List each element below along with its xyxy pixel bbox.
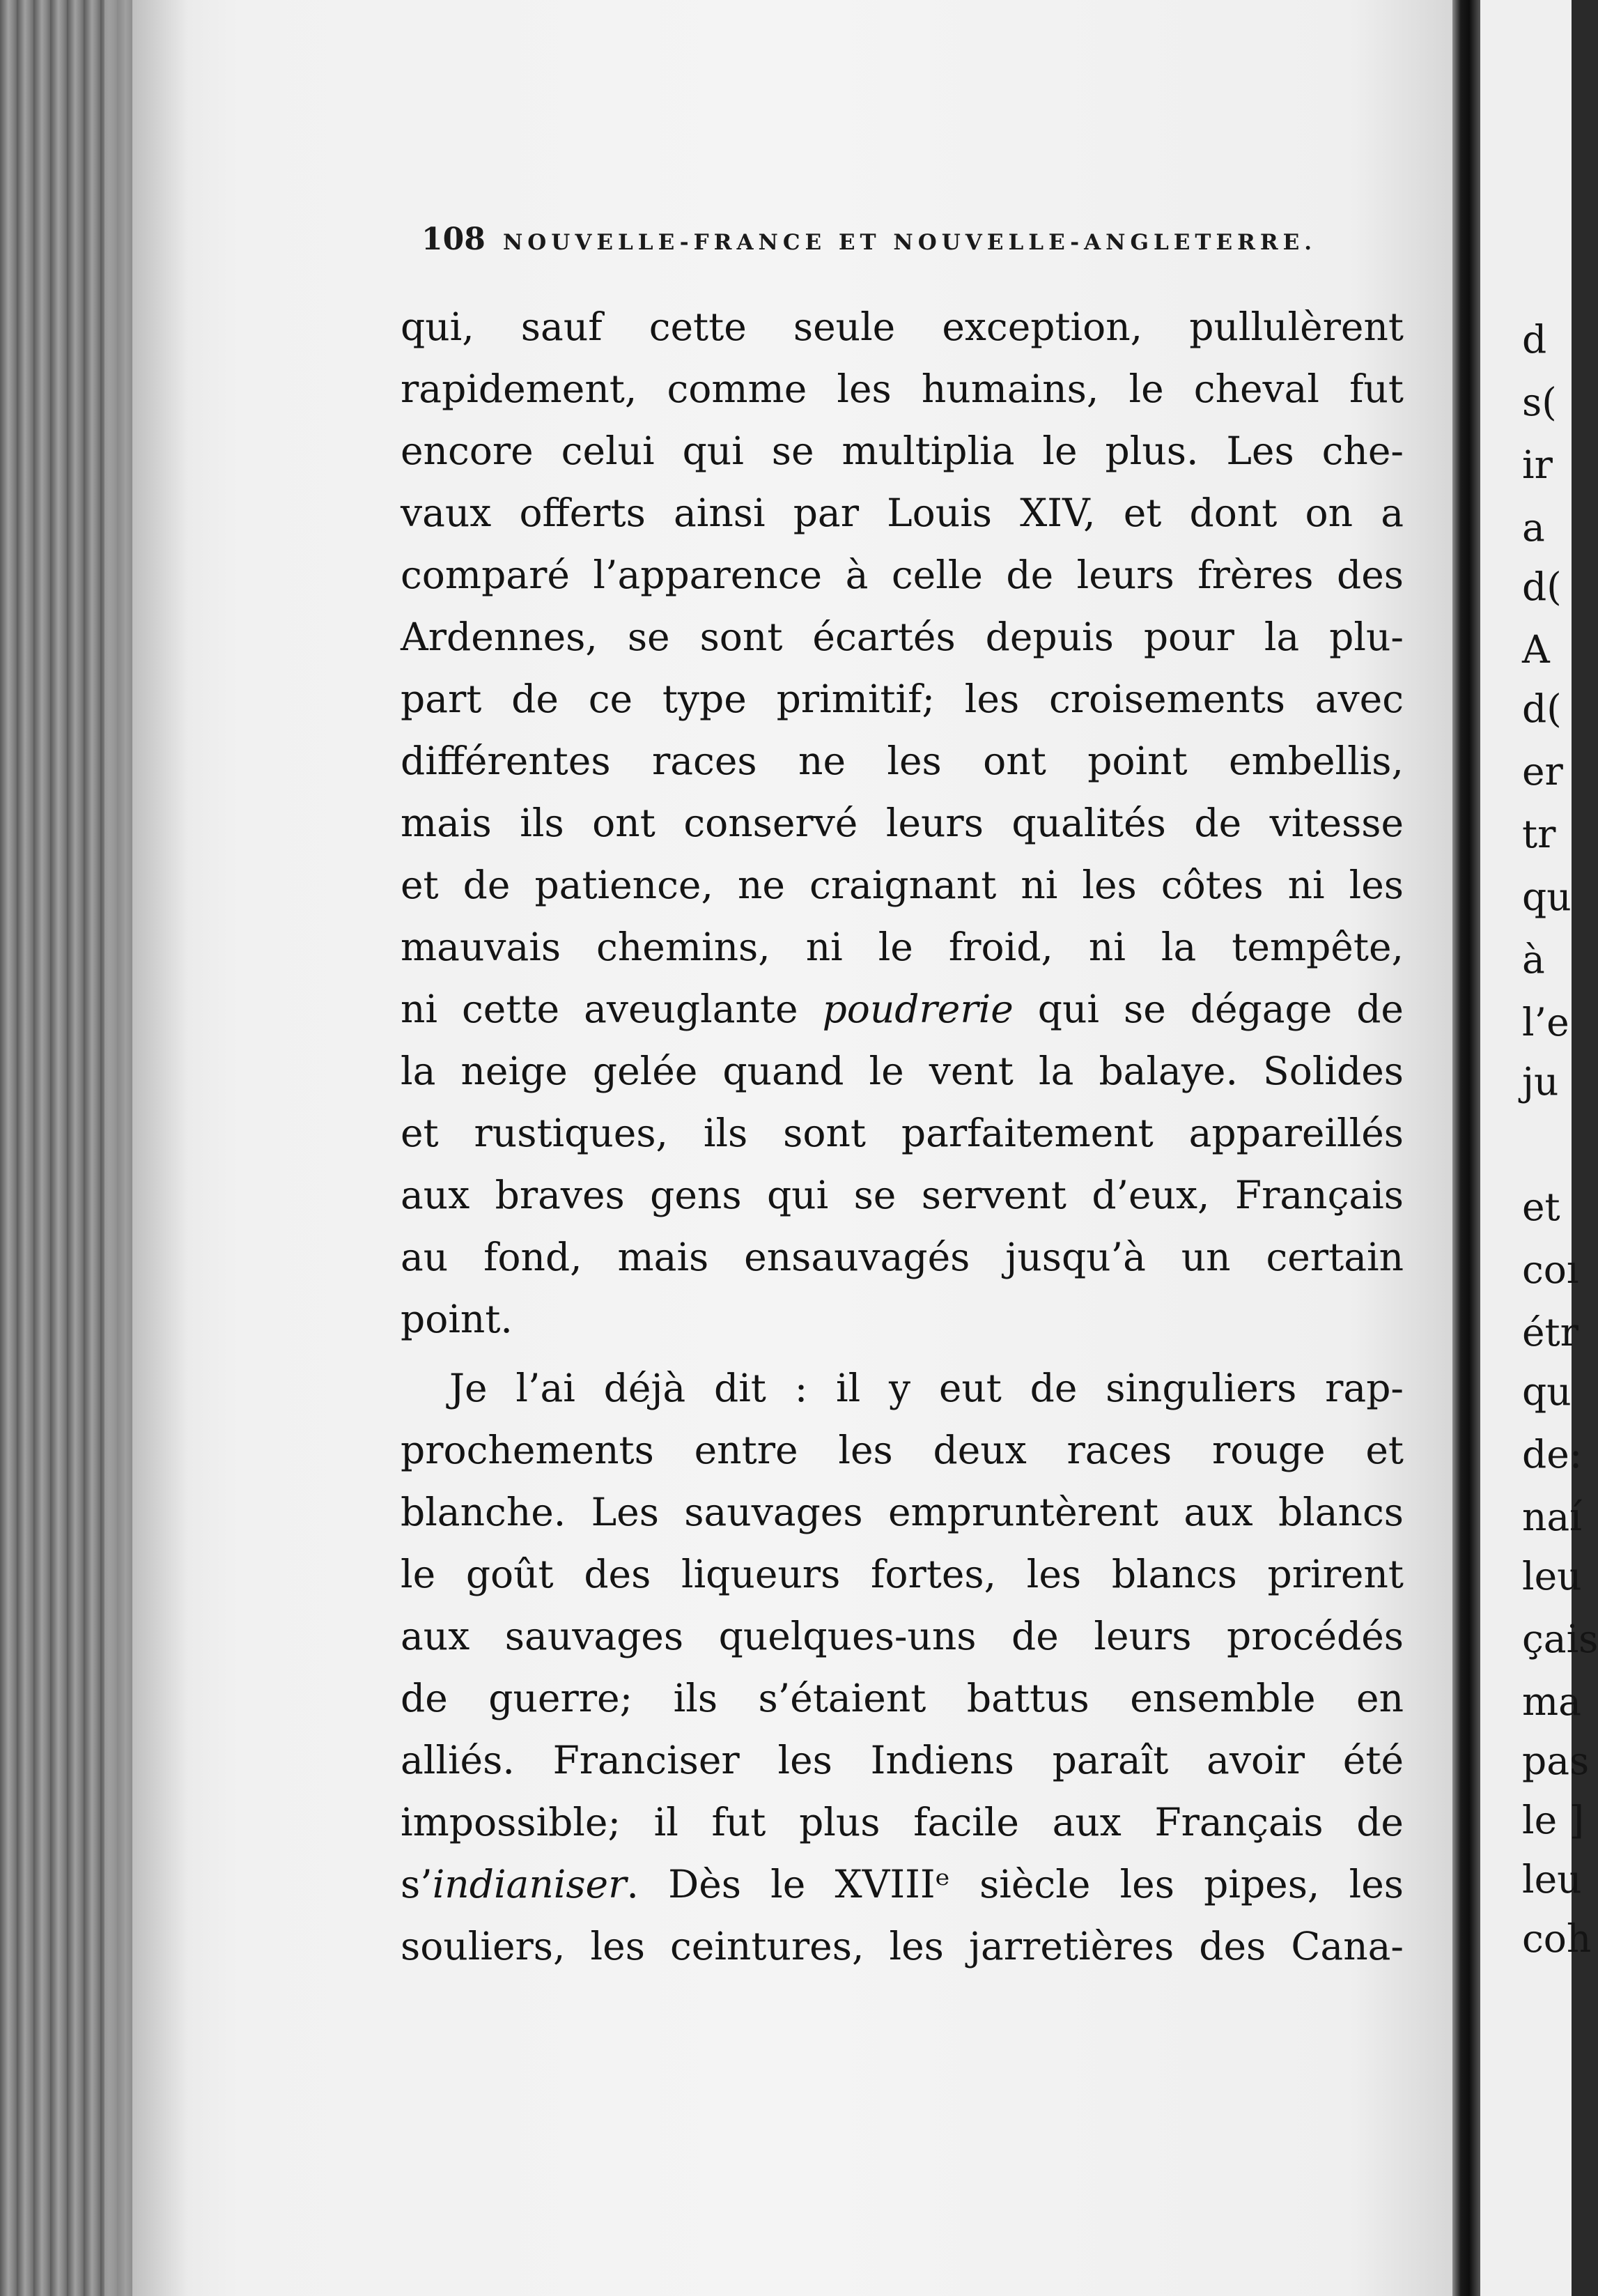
facing-page-fragment: a: [1522, 505, 1545, 550]
text-line: mais ils ont conservé leurs qualités de vitesse: [401, 801, 1404, 845]
facing-page-fragment: ju: [1522, 1059, 1559, 1104]
text-line: comparé l’apparence à celle de leurs frères des: [401, 553, 1404, 597]
facing-page-fragment: naí: [1522, 1495, 1582, 1539]
text-line: [401, 978, 1404, 1040]
text-line: point.: [401, 1297, 513, 1341]
gutter-shadow: [104, 0, 188, 2296]
italic-term: indianiser: [432, 1862, 627, 1906]
text-line: blanche. Les sauvages empruntèrent aux blancs: [401, 1490, 1404, 1534]
text-line: part de ce type primitif; les croisements avec: [401, 677, 1404, 721]
paragraph-2: [401, 1357, 1404, 1978]
facing-page-fragment: ir: [1522, 442, 1553, 487]
facing-page-fragment: qu: [1522, 1369, 1572, 1414]
text-line: souliers, les ceintures, les jarretières des Cana-: [401, 1924, 1404, 1968]
text-line: mauvais chemins, ni le froid, ni la tempête,: [401, 925, 1404, 969]
facing-page-fragment: étr: [1522, 1310, 1578, 1355]
text-line: la neige gelée quand le vent la balaye. Solides: [401, 1049, 1404, 1093]
facing-page-fragment: A: [1522, 627, 1550, 672]
text-line: [401, 1854, 1404, 1916]
facing-page-fragment: çais: [1522, 1617, 1598, 1661]
facing-page-fragment: d(: [1522, 564, 1562, 609]
text-line: alliés. Franciser les Indiens paraît avoir été: [401, 1738, 1404, 1782]
facing-page-fragment: tr: [1522, 812, 1556, 856]
facing-page-fragment: coh: [1522, 1916, 1592, 1961]
text-line: aux braves gens qui se servent d’eux, Français: [401, 1173, 1404, 1217]
text-line: encore celui qui se multiplia le plus. Les che-: [401, 429, 1404, 473]
body-text: [401, 296, 1404, 1978]
paragraph-1: [401, 296, 1404, 1350]
facing-page-fragment: et: [1522, 1185, 1560, 1229]
facing-page-fragment: à: [1522, 937, 1545, 982]
facing-page: [1480, 0, 1598, 2296]
text-line: et de patience, ne craignant ni les côtes ni les: [401, 863, 1404, 907]
facing-page-fragment: l’e: [1522, 1000, 1569, 1045]
text-span: . Dès le XVIIIᵉ siècle les pipes, les: [626, 1862, 1404, 1906]
text-line: le goût des liqueurs fortes, les blancs prirent: [401, 1552, 1404, 1596]
facing-page-fragment: d: [1522, 317, 1547, 362]
italic-term: poudrerie: [822, 987, 1014, 1031]
facing-page-fragment: leu: [1522, 1857, 1582, 1902]
text-span: s’: [401, 1862, 433, 1906]
text-line: impossible; il fut plus facile aux Français de: [401, 1800, 1404, 1844]
facing-page-fragment: er: [1522, 749, 1563, 794]
facing-page-fragment: de:: [1522, 1432, 1583, 1477]
page-number: 108: [421, 222, 486, 257]
text-line: qui, sauf cette seule exception, pullulèrent: [401, 305, 1404, 349]
facing-page-fragment: coı: [1522, 1247, 1579, 1292]
text-line: Je l’ai déjà dit : il y eut de singuliers rap-: [449, 1366, 1404, 1410]
facing-page-fragment: qu: [1522, 875, 1572, 919]
book-spine: [1452, 0, 1480, 2296]
text-line: différentes races ne les ont point embellis,: [401, 739, 1404, 783]
running-head: NOUVELLE-FRANCE ET NOUVELLE-ANGLETERRE.: [502, 230, 1317, 255]
facing-page-fragment: ma: [1522, 1679, 1581, 1724]
text-line: de guerre; ils s’étaient battus ensemble en: [401, 1676, 1404, 1720]
text-line: aux sauvages quelques-uns de leurs procédés: [401, 1614, 1404, 1658]
page-header: [421, 222, 1425, 257]
facing-page-fragment: le ]: [1522, 1798, 1585, 1842]
text-line: prochements entre les deux races rouge et: [401, 1428, 1404, 1472]
text-line: Ardennes, se sont écartés depuis pour la plu-: [401, 615, 1404, 659]
facing-page-fragment: leu: [1522, 1554, 1582, 1598]
text-span: ni cette aveuglante: [401, 987, 798, 1031]
facing-page-fragment: pas: [1522, 1739, 1590, 1783]
text-span: qui se dégage de: [1037, 987, 1404, 1031]
facing-page-fragment: s(: [1522, 380, 1557, 424]
facing-page-fragment: d(: [1522, 686, 1562, 731]
text-line: au fond, mais ensauvagés jusqu’à un certain: [401, 1235, 1404, 1279]
text-line: et rustiques, ils sont parfaitement appareillés: [401, 1111, 1404, 1155]
text-line: vaux offerts ainsi par Louis XIV, et dont on a: [401, 491, 1404, 535]
text-line: rapidement, comme les humains, le cheval fut: [401, 367, 1404, 411]
